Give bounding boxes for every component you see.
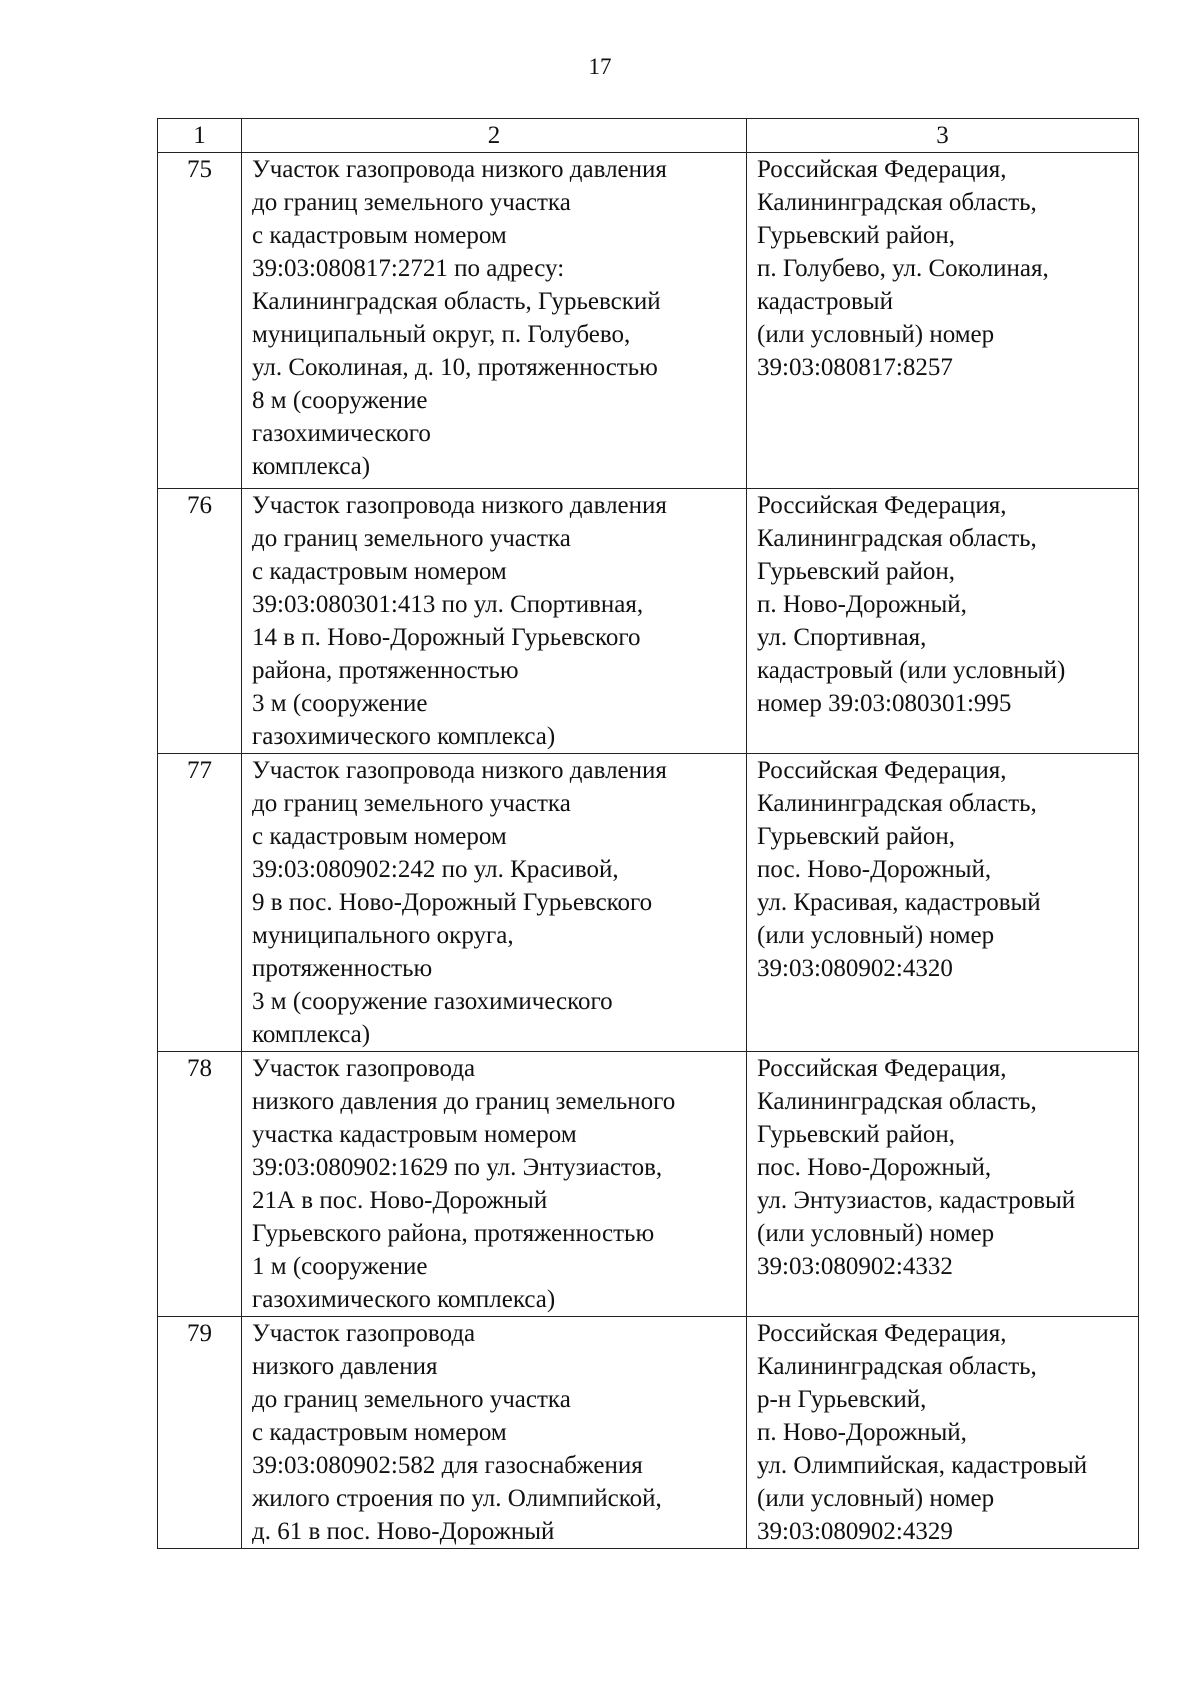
location-line: Гурьевский район,: [757, 558, 956, 585]
description-line: Калининградская область, Гурьевский: [252, 288, 661, 315]
location-line: Калининградская область,: [757, 525, 1037, 552]
location-line: кадастровый (или условный): [757, 657, 1066, 684]
location-line: (или условный) номер: [757, 922, 995, 949]
row-location: [747, 1317, 1139, 1549]
description-line: Гурьевского района, протяженностью: [252, 1220, 655, 1247]
row-number: 77: [158, 754, 242, 1052]
description-line: с кадастровым номером: [252, 222, 507, 249]
description-line: жилого строения по ул. Олимпийской,: [252, 1485, 662, 1512]
description-line: Участок газопровода: [252, 1055, 476, 1082]
description-line: 3 м (сооружение газохимического: [252, 988, 613, 1015]
table-row: [158, 489, 1139, 754]
location-line: Гурьевский район,: [757, 222, 956, 249]
description-line: протяженностью: [252, 955, 433, 982]
location-line: Российская Федерация,: [757, 492, 1007, 519]
description-line: д. 61 в пос. Ново-Дорожный: [252, 1518, 555, 1545]
description-line: 3 м (сооружение: [252, 690, 428, 717]
row-description: [242, 489, 747, 754]
location-line: ул. Энтузиастов, кадастровый: [757, 1187, 1076, 1214]
row-number: 76: [158, 489, 242, 754]
description-line: с кадастровым номером: [252, 823, 507, 850]
table-row: [158, 153, 1139, 489]
description-line: муниципальный округ, п. Голубево,: [252, 321, 631, 348]
description-line: до границ земельного участка: [252, 790, 571, 817]
header-row: [158, 119, 1139, 153]
location-line: номер 39:03:080301:995: [757, 690, 1012, 717]
location-line: п. Ново-Дорожный,: [757, 1419, 967, 1446]
registry-table: [157, 118, 1139, 1549]
page-number: 17: [588, 54, 612, 79]
location-line: р-н Гурьевский,: [757, 1386, 927, 1413]
description-line: 39:03:080902:242 по ул. Красивой,: [252, 856, 619, 883]
description-line: до границ земельного участка: [252, 189, 571, 216]
description-line: 21А в пос. Ново-Дорожный: [252, 1187, 548, 1214]
description-line: 39:03:080301:413 по ул. Спортивная,: [252, 591, 644, 618]
description-line: до границ земельного участка: [252, 1386, 571, 1413]
location-line: Гурьевский район,: [757, 823, 956, 850]
location-line: 39:03:080902:4332: [757, 1253, 953, 1280]
location-line: (или условный) номер: [757, 321, 995, 348]
column-header-1: 1: [158, 119, 242, 153]
row-description: [242, 1052, 747, 1317]
location-line: ул. Спортивная,: [757, 624, 927, 651]
description-line: муниципального округа,: [252, 922, 514, 949]
table-body: [158, 153, 1139, 1549]
description-line: 9 в пос. Ново-Дорожный Гурьевского: [252, 889, 653, 916]
location-line: Российская Федерация,: [757, 757, 1007, 784]
description-line: газохимического комплекса): [252, 723, 556, 750]
location-line: п. Ново-Дорожный,: [757, 591, 967, 618]
location-line: 39:03:080902:4320: [757, 955, 953, 982]
location-line: Калининградская область,: [757, 189, 1037, 216]
description-line: Участок газопровода низкого давления: [252, 492, 667, 519]
location-line: Российская Федерация,: [757, 156, 1007, 183]
row-description: [242, 754, 747, 1052]
description-line: 39:03:080817:2721 по адресу:: [252, 255, 565, 282]
row-location: [747, 754, 1139, 1052]
description-line: до границ земельного участка: [252, 525, 571, 552]
location-line: пос. Ново-Дорожный,: [757, 856, 992, 883]
description-line: 1 м (сооружение: [252, 1253, 428, 1280]
location-line: Калининградская область,: [757, 1353, 1037, 1380]
description-line: с кадастровым номером: [252, 558, 507, 585]
location-line: 39:03:080902:4329: [757, 1518, 953, 1545]
description-line: 39:03:080902:582 для газоснабжения: [252, 1452, 643, 1479]
description-line: низкого давления до границ земельного: [252, 1088, 676, 1115]
location-line: пос. Ново-Дорожный,: [757, 1154, 992, 1181]
description-line: Участок газопровода низкого давления: [252, 757, 667, 784]
location-line: п. Голубево, ул. Соколиная,: [757, 255, 1049, 282]
location-line: Калининградская область,: [757, 790, 1037, 817]
column-header-3: 3: [747, 119, 1139, 153]
description-line: с кадастровым номером: [252, 1419, 507, 1446]
location-line: кадастровый: [757, 288, 893, 315]
table-row: [158, 1317, 1139, 1549]
table-row: [158, 1052, 1139, 1317]
description-line: комплекса): [252, 1021, 371, 1048]
row-location: [747, 489, 1139, 754]
description-line: Участок газопровода низкого давления: [252, 156, 667, 183]
location-line: Гурьевский район,: [757, 1121, 956, 1148]
description-line: района, протяженностью: [252, 657, 519, 684]
description-line: газохимического комплекса): [252, 1286, 556, 1313]
location-line: 39:03:080817:8257: [757, 354, 953, 381]
description-line: участка кадастровым номером: [252, 1121, 577, 1148]
row-location: [747, 153, 1139, 489]
description-line: 8 м (сооружение: [252, 387, 428, 414]
table-row: [158, 754, 1139, 1052]
location-line: (или условный) номер: [757, 1220, 995, 1247]
row-description: [242, 1317, 747, 1549]
description-line: 39:03:080902:1629 по ул. Энтузиастов,: [252, 1154, 663, 1181]
location-line: (или условный) номер: [757, 1485, 995, 1512]
row-number: 75: [158, 153, 242, 489]
description-line: комплекса): [252, 453, 371, 480]
description-line: Участок газопровода: [252, 1320, 476, 1347]
row-description: [242, 153, 747, 489]
location-line: ул. Олимпийская, кадастровый: [757, 1452, 1088, 1479]
location-line: Российская Федерация,: [757, 1320, 1007, 1347]
description-line: ул. Соколиная, д. 10, протяженностью: [252, 354, 658, 381]
row-number: 78: [158, 1052, 242, 1317]
description-line: низкого давления: [252, 1353, 438, 1380]
description-line: газохимического: [252, 420, 431, 447]
location-line: Калининградская область,: [757, 1088, 1037, 1115]
location-line: ул. Красивая, кадастровый: [757, 889, 1041, 916]
row-location: [747, 1052, 1139, 1317]
location-line: Российская Федерация,: [757, 1055, 1007, 1082]
column-header-2: 2: [242, 119, 747, 153]
description-line: 14 в п. Ново-Дорожный Гурьевского: [252, 624, 641, 651]
row-number: 79: [158, 1317, 242, 1549]
